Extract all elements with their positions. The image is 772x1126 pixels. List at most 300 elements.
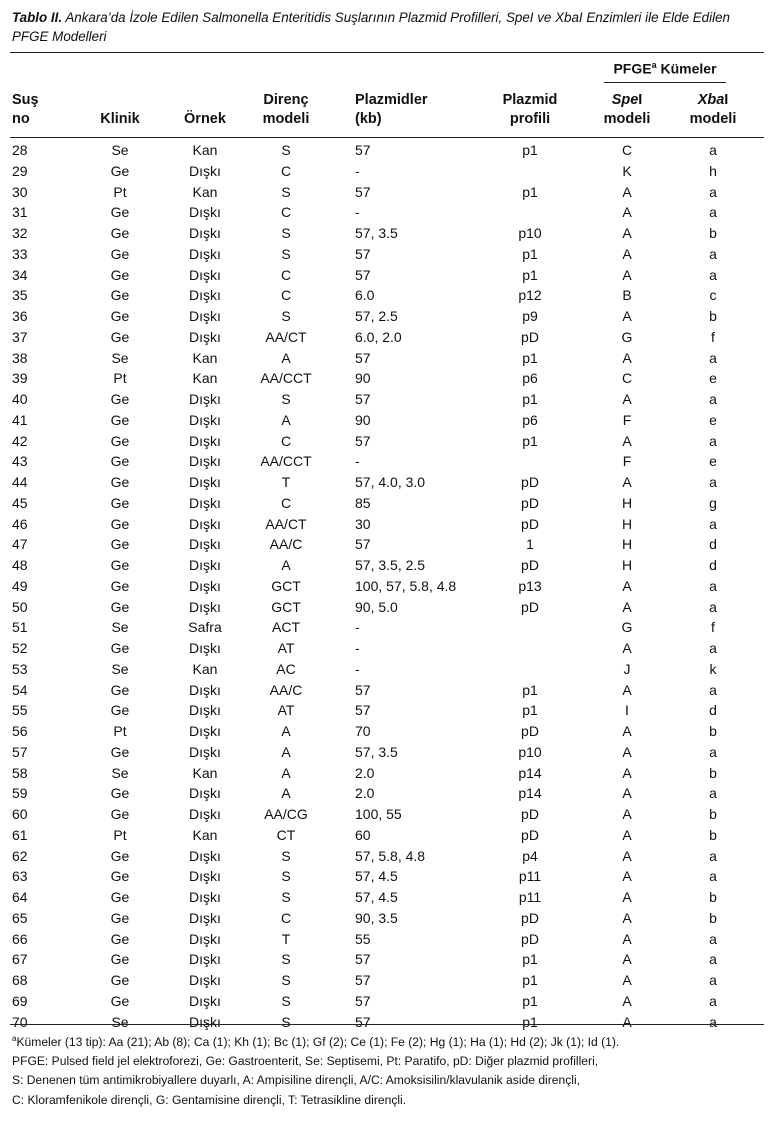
cell-plazmidler: 57 bbox=[355, 245, 371, 262]
cell-spei-modeli: A bbox=[622, 868, 632, 885]
cell-ornek: Dışkı bbox=[189, 287, 221, 304]
cell-plazmidler: 57 bbox=[355, 992, 371, 1009]
cell-sus-no: 30 bbox=[12, 183, 28, 200]
cell-klinik: Ge bbox=[110, 453, 130, 470]
cell-xbai-modeli: a bbox=[709, 183, 717, 200]
cell-ornek: Kan bbox=[192, 660, 218, 677]
cell-sus-no: 58 bbox=[12, 764, 28, 781]
cell-spei-modeli: H bbox=[621, 494, 633, 511]
cell-plazmid-profili: p13 bbox=[518, 577, 542, 594]
header-klinik: Klinik bbox=[100, 111, 140, 127]
cell-ornek: Kan bbox=[192, 826, 218, 843]
cell-sus-no: 52 bbox=[12, 640, 28, 656]
cell-sus-no: 57 bbox=[12, 743, 28, 760]
cell-plazmidler: - bbox=[355, 453, 360, 470]
cell-xbai-modeli: a bbox=[709, 391, 717, 407]
top-rule bbox=[10, 52, 764, 53]
cell-plazmidler: 57 bbox=[355, 681, 371, 698]
cell-ornek: Dışkı bbox=[189, 266, 221, 283]
cell-xbai-modeli: a bbox=[709, 681, 717, 698]
cell-direnc-modeli: S bbox=[281, 1013, 291, 1030]
cell-xbai-modeli: b bbox=[709, 826, 717, 843]
cell-klinik: Pt bbox=[113, 370, 127, 387]
cell-sus-no: 44 bbox=[12, 474, 28, 490]
cell-spei-modeli: A bbox=[622, 723, 632, 739]
cell-plazmidler: - bbox=[355, 660, 360, 677]
table-row bbox=[0, 431, 772, 452]
cell-sus-no: 31 bbox=[12, 204, 28, 221]
table-row bbox=[0, 410, 772, 431]
header-rule bbox=[10, 137, 764, 138]
cell-ornek: Kan bbox=[192, 142, 218, 158]
table-row bbox=[0, 638, 772, 659]
cell-plazmid-profili: pD bbox=[521, 328, 539, 345]
cell-plazmidler: 90, 5.0 bbox=[355, 598, 398, 615]
cell-plazmidler: 70 bbox=[355, 723, 371, 739]
cell-ornek: Dışkı bbox=[189, 536, 221, 553]
cell-spei-modeli: F bbox=[622, 453, 632, 470]
table-body bbox=[0, 140, 772, 1032]
cell-direnc-modeli: S bbox=[281, 183, 291, 200]
cell-klinik: Ge bbox=[110, 806, 130, 822]
cell-plazmidler: 90, 3.5 bbox=[355, 909, 398, 926]
cell-plazmid-profili: p14 bbox=[518, 764, 542, 781]
table-row bbox=[0, 597, 772, 618]
cell-klinik: Ge bbox=[110, 328, 130, 345]
cell-direnc-modeli: S bbox=[281, 225, 291, 241]
header-direnc-modeli: Direnç modeli bbox=[262, 92, 310, 127]
table-row bbox=[0, 576, 772, 597]
cell-plazmid-profili: p1 bbox=[522, 142, 538, 158]
cell-plazmid-profili: p1 bbox=[522, 432, 538, 449]
cell-xbai-modeli: a bbox=[709, 245, 717, 262]
cell-xbai-modeli: a bbox=[709, 930, 717, 947]
cell-direnc-modeli: A bbox=[281, 764, 291, 781]
cell-plazmidler: 57, 4.0, 3.0 bbox=[355, 474, 426, 490]
cell-plazmid-profili: p1 bbox=[522, 702, 538, 719]
cell-direnc-modeli: AA/CCT bbox=[260, 370, 312, 387]
table-row bbox=[0, 140, 772, 161]
cell-direnc-modeli: A bbox=[281, 743, 291, 760]
cell-plazmidler: 60 bbox=[355, 826, 371, 843]
cell-direnc-modeli: C bbox=[280, 494, 292, 511]
cell-plazmidler: 6.0, 2.0 bbox=[355, 328, 402, 345]
cell-spei-modeli: A bbox=[622, 930, 632, 947]
cell-spei-modeli: G bbox=[621, 619, 633, 636]
cell-ornek: Dışkı bbox=[189, 723, 221, 739]
cell-direnc-modeli: C bbox=[280, 287, 292, 304]
cell-plazmid-profili: p10 bbox=[518, 225, 542, 241]
cell-ornek: Dışkı bbox=[189, 806, 221, 822]
cell-plazmidler: 57 bbox=[355, 142, 371, 158]
cell-direnc-modeli: A bbox=[281, 785, 291, 802]
cell-direnc-modeli: S bbox=[281, 245, 291, 262]
cell-plazmid-profili: p12 bbox=[518, 287, 542, 304]
cell-direnc-modeli: S bbox=[281, 142, 291, 158]
cell-xbai-modeli: a bbox=[709, 432, 717, 449]
cell-ornek: Dışkı bbox=[189, 225, 221, 241]
cell-plazmidler: 57, 5.8, 4.8 bbox=[355, 847, 426, 864]
cell-direnc-modeli: AC bbox=[276, 660, 296, 677]
cell-ornek: Dışkı bbox=[189, 391, 221, 407]
cell-direnc-modeli: A bbox=[281, 557, 291, 573]
cell-plazmid-profili: p6 bbox=[522, 411, 538, 428]
cell-ornek: Dışkı bbox=[189, 557, 221, 573]
cell-ornek: Dışkı bbox=[189, 868, 221, 885]
cell-plazmid-profili: p1 bbox=[522, 1013, 538, 1030]
cell-plazmidler: 57 bbox=[355, 972, 371, 988]
cell-spei-modeli: A bbox=[622, 972, 632, 988]
table-row bbox=[0, 887, 772, 908]
cell-ornek: Dışkı bbox=[189, 328, 221, 345]
cell-klinik: Ge bbox=[110, 598, 130, 615]
cell-plazmidler: 90 bbox=[355, 370, 371, 387]
cell-xbai-modeli: a bbox=[709, 474, 717, 490]
cell-xbai-modeli: a bbox=[709, 847, 717, 864]
cell-plazmid-profili: pD bbox=[521, 557, 539, 573]
cell-spei-modeli: A bbox=[622, 598, 632, 615]
cell-spei-modeli: A bbox=[622, 225, 632, 241]
table-row bbox=[0, 970, 772, 991]
cell-direnc-modeli: AA/CG bbox=[264, 806, 308, 822]
header-plazmid-profili: Plazmid profili bbox=[502, 92, 558, 127]
table-row bbox=[0, 991, 772, 1012]
cell-sus-no: 39 bbox=[12, 370, 28, 387]
cell-klinik: Se bbox=[111, 619, 129, 636]
cell-direnc-modeli: GCT bbox=[271, 577, 301, 594]
cell-ornek: Dışkı bbox=[189, 577, 221, 594]
cell-direnc-modeli: AA/C bbox=[269, 681, 303, 698]
cell-plazmid-profili: p1 bbox=[522, 349, 538, 366]
cell-sus-no: 64 bbox=[12, 889, 28, 905]
cell-plazmid-profili: p1 bbox=[522, 245, 538, 262]
cell-sus-no: 35 bbox=[12, 287, 28, 304]
header-plazmidler: Plazmidler (kb) bbox=[355, 92, 428, 127]
cell-sus-no: 68 bbox=[12, 972, 28, 988]
cell-spei-modeli: A bbox=[622, 474, 632, 490]
cell-plazmidler: 57, 2.5 bbox=[355, 308, 398, 324]
cell-spei-modeli: A bbox=[622, 806, 632, 822]
cell-sus-no: 55 bbox=[12, 702, 28, 719]
cell-spei-modeli: H bbox=[621, 557, 633, 573]
cell-plazmid-profili: p1 bbox=[522, 266, 538, 283]
cell-spei-modeli: A bbox=[622, 826, 632, 843]
cell-spei-modeli: A bbox=[622, 847, 632, 864]
cell-direnc-modeli: AA/CCT bbox=[260, 453, 312, 470]
cell-sus-no: 34 bbox=[12, 266, 28, 283]
cell-plazmid-profili: p1 bbox=[522, 992, 538, 1009]
cell-plazmidler: 57, 4.5 bbox=[355, 889, 398, 905]
cell-klinik: Ge bbox=[110, 577, 130, 594]
cell-sus-no: 33 bbox=[12, 245, 28, 262]
cell-sus-no: 65 bbox=[12, 909, 28, 926]
cell-klinik: Ge bbox=[110, 515, 130, 532]
cell-xbai-modeli: a bbox=[709, 577, 717, 594]
cell-sus-no: 40 bbox=[12, 391, 28, 407]
cell-plazmid-profili: 1 bbox=[526, 536, 534, 553]
table-row bbox=[0, 389, 772, 410]
footnote-clusters: $^a$Kümeler (13 tip): Aa (21); Ab (8); Ca (1); Kh (1); Bc (1); Gf (2); Ce (1); Fe (2); Hg (1); Ha (1); Hd (2); Jk (1); Id (1). bbox=[12, 1034, 620, 1050]
table-row bbox=[0, 161, 772, 182]
bottom-rule bbox=[10, 1024, 764, 1025]
cell-plazmidler: 2.0 bbox=[355, 764, 375, 781]
cell-klinik: Ge bbox=[110, 702, 130, 719]
cell-direnc-modeli: AA/CT bbox=[265, 515, 307, 532]
cell-plazmidler: 57 bbox=[355, 951, 371, 968]
cell-xbai-modeli: d bbox=[709, 536, 717, 553]
cell-klinik: Se bbox=[111, 1013, 129, 1030]
cell-sus-no: 63 bbox=[12, 868, 28, 885]
cell-direnc-modeli: GCT bbox=[271, 598, 301, 615]
cell-spei-modeli: A bbox=[622, 889, 632, 905]
cell-direnc-modeli: C bbox=[280, 204, 292, 221]
cell-plazmidler: 2.0 bbox=[355, 785, 375, 802]
cell-plazmid-profili: pD bbox=[521, 806, 539, 822]
cell-xbai-modeli: a bbox=[709, 142, 717, 158]
cell-spei-modeli: H bbox=[621, 515, 633, 532]
cell-plazmidler: - bbox=[355, 204, 360, 221]
cell-klinik: Pt bbox=[113, 826, 127, 843]
table-row bbox=[0, 846, 772, 867]
cell-spei-modeli: A bbox=[622, 391, 632, 407]
table-row bbox=[0, 223, 772, 244]
cell-klinik: Ge bbox=[110, 972, 130, 988]
cell-direnc-modeli: T bbox=[281, 930, 291, 947]
cell-direnc-modeli: AT bbox=[277, 640, 295, 656]
cell-spei-modeli: A bbox=[622, 266, 632, 283]
cell-klinik: Ge bbox=[110, 308, 130, 324]
table-row bbox=[0, 472, 772, 493]
cell-sus-no: 67 bbox=[12, 951, 28, 968]
cell-plazmid-profili: pD bbox=[521, 826, 539, 843]
cell-ornek: Dışkı bbox=[189, 474, 221, 490]
table-row bbox=[0, 659, 772, 680]
cell-plazmid-profili: p1 bbox=[522, 951, 538, 968]
cell-plazmidler: - bbox=[355, 640, 360, 656]
cell-ornek: Dışkı bbox=[189, 432, 221, 449]
cell-plazmidler: 57 bbox=[355, 1013, 371, 1030]
cell-direnc-modeli: A bbox=[281, 723, 291, 739]
table-row bbox=[0, 783, 772, 804]
cell-ornek: Dışkı bbox=[189, 889, 221, 905]
cell-spei-modeli: K bbox=[622, 162, 632, 179]
cell-spei-modeli: B bbox=[622, 287, 632, 304]
footnote-abbreviations: PFGE: Pulsed field jel elektroforezi, Ge: Gastroenterit, Se: Septisemi, Pt: Paratifo, pD: Diğer plazmid profilleri, bbox=[12, 1054, 599, 1069]
table-row bbox=[0, 949, 772, 970]
table-row bbox=[0, 327, 772, 348]
cell-plazmidler: 57, 3.5 bbox=[355, 743, 398, 760]
cell-xbai-modeli: b bbox=[709, 764, 717, 781]
cell-spei-modeli: A bbox=[622, 308, 632, 324]
cell-direnc-modeli: A bbox=[281, 411, 291, 428]
cell-spei-modeli: F bbox=[622, 411, 632, 428]
cell-ornek: Dışkı bbox=[189, 972, 221, 988]
cell-ornek: Dışkı bbox=[189, 992, 221, 1009]
cell-xbai-modeli: b bbox=[709, 889, 717, 905]
cell-spei-modeli: C bbox=[621, 142, 633, 158]
cell-ornek: Dışkı bbox=[189, 951, 221, 968]
cell-sus-no: 41 bbox=[12, 411, 28, 428]
cell-xbai-modeli: b bbox=[709, 723, 717, 739]
cell-xbai-modeli: k bbox=[709, 660, 717, 677]
cell-xbai-modeli: e bbox=[709, 411, 717, 428]
cell-spei-modeli: I bbox=[625, 702, 629, 719]
cell-direnc-modeli: AA/C bbox=[269, 536, 303, 553]
cell-xbai-modeli: d bbox=[709, 557, 717, 573]
cell-sus-no: 51 bbox=[12, 619, 28, 636]
cell-ornek: Dışkı bbox=[189, 847, 221, 864]
cell-klinik: Ge bbox=[110, 681, 130, 698]
cell-spei-modeli: G bbox=[621, 328, 633, 345]
cell-ornek: Dışkı bbox=[189, 245, 221, 262]
table-row bbox=[0, 825, 772, 846]
cell-xbai-modeli: a bbox=[709, 266, 717, 283]
cell-sus-no: 29 bbox=[12, 162, 28, 179]
cell-xbai-modeli: b bbox=[709, 225, 717, 241]
cell-xbai-modeli: b bbox=[709, 909, 717, 926]
cell-spei-modeli: A bbox=[622, 204, 632, 221]
table-title: Ankara’da İzole Edilen Salmonella Enteritidis Suşlarının Plazmid Profilleri, SpeI ve XbaI Enzimleri ile Elde Edilen PFGE Modelleri bbox=[12, 10, 730, 44]
cell-ornek: Dışkı bbox=[189, 204, 221, 221]
cell-xbai-modeli: a bbox=[709, 640, 717, 656]
cell-klinik: Ge bbox=[110, 930, 130, 947]
cell-plazmid-profili: p10 bbox=[518, 743, 542, 760]
cell-direnc-modeli: S bbox=[281, 308, 291, 324]
cell-plazmid-profili: p1 bbox=[522, 972, 538, 988]
cell-sus-no: 43 bbox=[12, 453, 28, 470]
cell-plazmidler: 90 bbox=[355, 411, 371, 428]
cell-klinik: Ge bbox=[110, 536, 130, 553]
cell-xbai-modeli: b bbox=[709, 308, 717, 324]
cell-xbai-modeli: e bbox=[709, 370, 717, 387]
cell-plazmidler: 55 bbox=[355, 930, 371, 947]
cell-direnc-modeli: CT bbox=[276, 826, 296, 843]
cell-klinik: Ge bbox=[110, 391, 130, 407]
cell-plazmid-profili: p6 bbox=[522, 370, 538, 387]
cell-ornek: Kan bbox=[192, 349, 218, 366]
cell-sus-no: 60 bbox=[12, 806, 28, 822]
cell-klinik: Ge bbox=[110, 432, 130, 449]
cell-spei-modeli: A bbox=[622, 764, 632, 781]
cell-direnc-modeli: ACT bbox=[272, 619, 300, 636]
cell-klinik: Se bbox=[111, 142, 129, 158]
cell-klinik: Ge bbox=[110, 225, 130, 241]
cell-klinik: Ge bbox=[110, 743, 130, 760]
cell-sus-no: 46 bbox=[12, 515, 28, 532]
cell-sus-no: 28 bbox=[12, 142, 28, 158]
cell-ornek: Dışkı bbox=[189, 308, 221, 324]
cell-ornek: Dışkı bbox=[189, 743, 221, 760]
cell-plazmidler: 57 bbox=[355, 183, 371, 200]
table-row bbox=[0, 534, 772, 555]
cell-direnc-modeli: S bbox=[281, 868, 291, 885]
cell-spei-modeli: A bbox=[622, 992, 632, 1009]
cell-plazmidler: 6.0 bbox=[355, 287, 375, 304]
cell-plazmidler: 57 bbox=[355, 702, 371, 719]
table-row bbox=[0, 493, 772, 514]
cell-sus-no: 54 bbox=[12, 681, 28, 698]
cell-plazmid-profili: pD bbox=[521, 598, 539, 615]
cell-sus-no: 48 bbox=[12, 557, 28, 573]
header-spei-modeli: SpeI modeli bbox=[603, 92, 651, 127]
cell-plazmid-profili: pD bbox=[521, 474, 539, 490]
table-row bbox=[0, 908, 772, 929]
cell-sus-no: 45 bbox=[12, 494, 28, 511]
cell-klinik: Se bbox=[111, 349, 129, 366]
cell-xbai-modeli: a bbox=[709, 515, 717, 532]
cell-klinik: Pt bbox=[113, 183, 127, 200]
cell-sus-no: 49 bbox=[12, 577, 28, 594]
cell-xbai-modeli: a bbox=[709, 1013, 717, 1030]
cell-plazmid-profili: pD bbox=[521, 515, 539, 532]
cell-spei-modeli: C bbox=[621, 370, 633, 387]
cell-plazmid-profili: p1 bbox=[522, 391, 538, 407]
cell-plazmidler: 57 bbox=[355, 432, 371, 449]
cell-plazmid-profili: p4 bbox=[522, 847, 538, 864]
cell-sus-no: 59 bbox=[12, 785, 28, 802]
table-row bbox=[0, 680, 772, 701]
cell-klinik: Ge bbox=[110, 640, 130, 656]
cell-spei-modeli: A bbox=[622, 183, 632, 200]
cell-ornek: Dışkı bbox=[189, 909, 221, 926]
cell-plazmid-profili: p1 bbox=[522, 681, 538, 698]
cell-direnc-modeli: S bbox=[281, 951, 291, 968]
table-row bbox=[0, 182, 772, 203]
table-row bbox=[0, 202, 772, 223]
table-row bbox=[0, 763, 772, 784]
cell-spei-modeli: A bbox=[622, 951, 632, 968]
cell-klinik: Ge bbox=[110, 411, 130, 428]
table-row bbox=[0, 348, 772, 369]
cell-sus-no: 61 bbox=[12, 826, 28, 843]
cell-ornek: Dışkı bbox=[189, 598, 221, 615]
cell-ornek: Kan bbox=[192, 764, 218, 781]
cell-spei-modeli: A bbox=[622, 681, 632, 698]
table-row bbox=[0, 555, 772, 576]
cell-sus-no: 38 bbox=[12, 349, 28, 366]
table-number: Tablo II. bbox=[12, 10, 63, 25]
table-row bbox=[0, 451, 772, 472]
cell-direnc-modeli: AT bbox=[277, 702, 295, 719]
cell-spei-modeli: A bbox=[622, 577, 632, 594]
cell-direnc-modeli: S bbox=[281, 391, 291, 407]
table-row bbox=[0, 866, 772, 887]
cell-klinik: Ge bbox=[110, 868, 130, 885]
cell-xbai-modeli: d bbox=[709, 702, 717, 719]
cell-plazmidler: - bbox=[355, 619, 360, 636]
cell-klinik: Ge bbox=[110, 889, 130, 905]
footnote-resistance-2: C: Kloramfenikole dirençli, G: Gentamisine dirençli, T: Tetrasikline dirençli. bbox=[12, 1092, 407, 1107]
footnote-resistance-1: S: Denenen tüm antimikrobiyallere duyarlı, A: Ampisiline dirençli, A/C: Amoksisilin/klavulanik aside dirençli, bbox=[12, 1073, 580, 1088]
cell-direnc-modeli: S bbox=[281, 992, 291, 1009]
table-row bbox=[0, 617, 772, 638]
cell-xbai-modeli: h bbox=[709, 162, 717, 179]
cell-direnc-modeli: C bbox=[280, 162, 292, 179]
table-row bbox=[0, 742, 772, 763]
cell-direnc-modeli: T bbox=[281, 474, 291, 490]
cell-ornek: Kan bbox=[192, 183, 218, 200]
cell-xbai-modeli: f bbox=[711, 328, 715, 345]
cell-xbai-modeli: e bbox=[709, 453, 717, 470]
cell-plazmid-profili: pD bbox=[521, 723, 539, 739]
cell-klinik: Se bbox=[111, 764, 129, 781]
cell-ornek: Safra bbox=[188, 619, 222, 636]
cell-ornek: Dışkı bbox=[189, 785, 221, 802]
cell-spei-modeli: A bbox=[622, 785, 632, 802]
cell-plazmid-profili: pD bbox=[521, 909, 539, 926]
cell-xbai-modeli: c bbox=[709, 287, 717, 304]
cell-ornek: Dışkı bbox=[189, 1013, 221, 1030]
